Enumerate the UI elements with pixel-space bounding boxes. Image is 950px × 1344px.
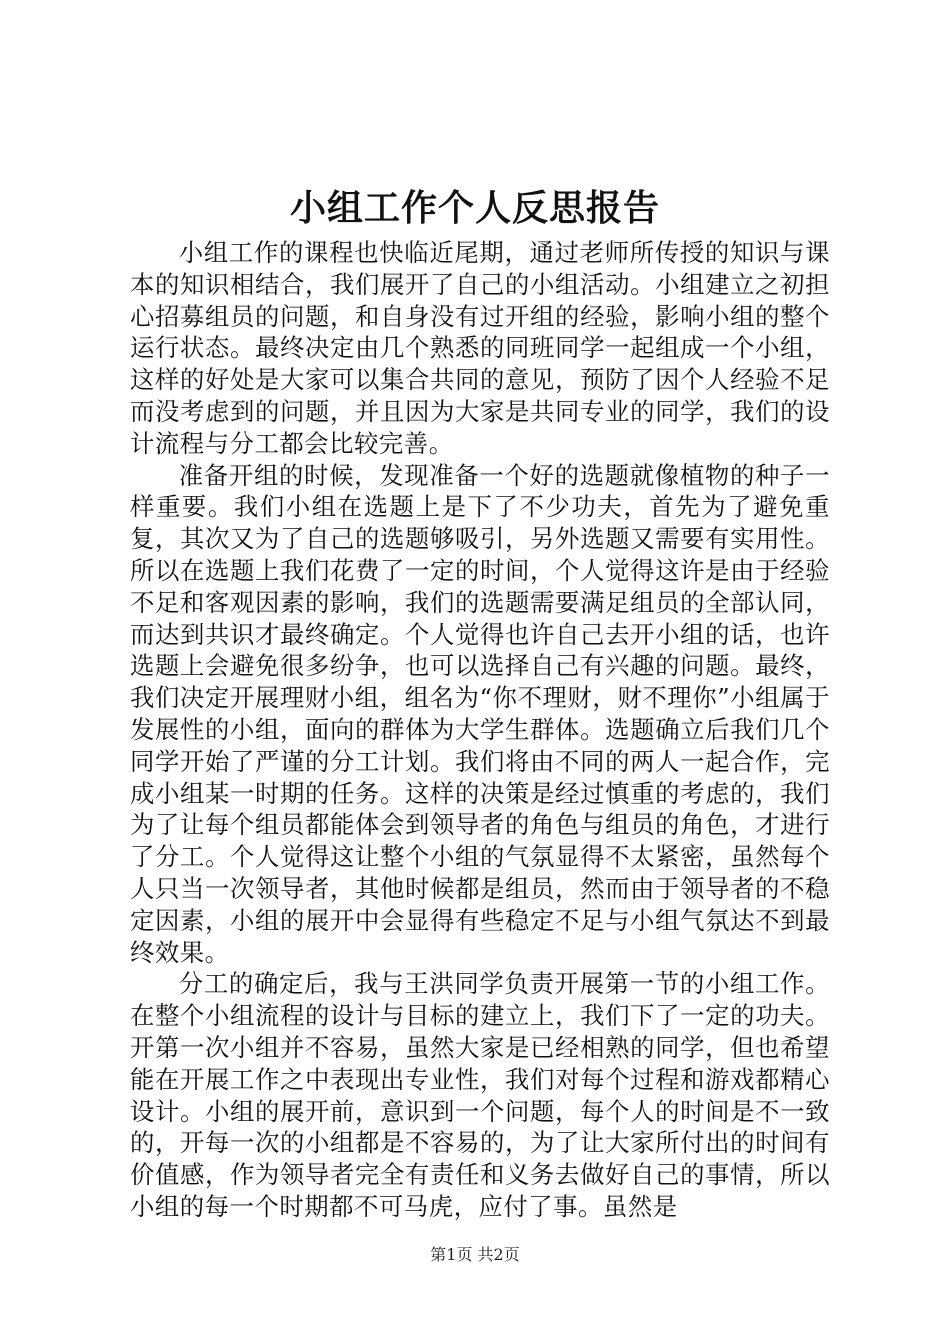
document-title: 小组工作个人反思报告 [289, 187, 660, 229]
document-body [130, 237, 830, 1223]
paragraph-2: 准备开组的时候，发现准备一个好的选题就像植物的种子一样重要。我们小组在选题上是下了不少功夫，首先为了避免重复，其次又为了自己的选题够吸引，另外选题又需要有实用性。所以在选题上我们花费了一定的时间，个人觉得这许是由于经验不足和客观因素的影响，我们的选题需要满足组员的全部认同，而达到共识才最终确定。个人觉得也许自己去开小组的话，也许选题上会避免很多纷争，也可以选择自己有兴趣的问题。最终，我们决定开展理财小组，组名为“你不理财，财不理你”小组属于发展性的小组，面向的群体为大学生群体。选题确立后我们几个同学开始了严谨的分工计划。我们将由不同的两人一起合作，完成小组某一时期的任务。这样的决策是经过慎重的考虑的，我们为了让每个组员都能体会到领导者的角色与组员的角色，才进行了分工。个人觉得这让整个小组的气氛显得不太紧密，虽然每个人只当一次领导者，其他时候都是组员，然而由于领导者的不稳定因素，小组的展开中会显得有些稳定不足与小组气氛达不到最终效果。 [130, 460, 830, 967]
paragraph-3: 分工的确定后，我与王洪同学负责开展第一节的小组工作。在整个小组流程的设计与目标的建立上，我们下了一定的功夫。开第一次小组并不容易，虽然大家是已经相熟的同学，但也希望能在开展工作之中表现出专业性，我们对每个过程和游戏都精心设计。小组的展开前，意识到一个问题，每个人的时间是不一致的，开每一次的小组都是不容易的，为了让大家所付出的时间有价值感，作为领导者完全有责任和义务去做好自己的事情，所以小组的每一个时期都不可马虎，应付了事。虽然是 [130, 969, 830, 1221]
paragraph-1: 小组工作的课程也快临近尾期，通过老师所传授的知识与课本的知识相结合，我们展开了自己的小组活动。小组建立之初担心招募组员的问题，和自身没有过开组的经验，影响小组的整个运行状态。最终决定由几个熟悉的同班同学一起组成一个小组，这样的好处是大家可以集合共同的意见，预防了因个人经验不足而没考虑到的问题，并且因为大家是共同专业的同学，我们的设计流程与分工都会比较完善。 [130, 238, 830, 458]
page-number-footer: 第1页 共2页 [430, 1245, 520, 1264]
